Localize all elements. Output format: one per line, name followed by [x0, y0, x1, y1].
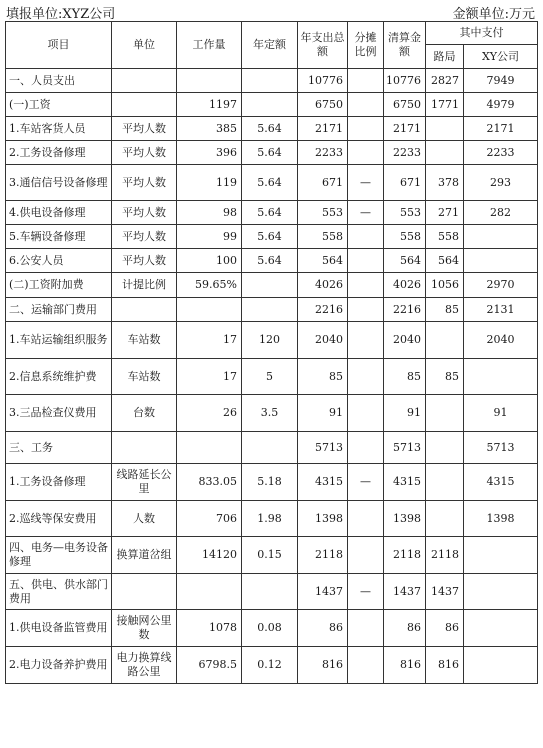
cell-ratio [348, 432, 384, 464]
cell-total: 2216 [298, 298, 348, 322]
cell-xy [464, 537, 538, 574]
cell-workload [177, 298, 242, 322]
col-of-which: 其中支付 [426, 22, 538, 45]
cell-settle: 86 [384, 610, 426, 647]
cell-xy: 2970 [464, 273, 538, 298]
cell-ratio [348, 273, 384, 298]
cell-bureau [426, 501, 464, 537]
table-row [6, 395, 538, 432]
cell-bureau: 2827 [426, 69, 464, 93]
cell-unit: 平均人数 [112, 141, 177, 165]
cell-workload: 14120 [177, 537, 242, 574]
cell-unit: 台数 [112, 395, 177, 432]
cell-unit [112, 432, 177, 464]
cell-item: 3.通信信号设备修理 [6, 165, 112, 201]
cell-unit: 平均人数 [112, 165, 177, 201]
cell-xy: 282 [464, 201, 538, 225]
table-row [6, 117, 538, 141]
cell-ratio [348, 225, 384, 249]
cell-bureau: 378 [426, 165, 464, 201]
table-row [6, 464, 538, 501]
cell-xy: 7949 [464, 69, 538, 93]
cell-total: 5713 [298, 432, 348, 464]
cell-total: 4026 [298, 273, 348, 298]
cell-xy [464, 647, 538, 684]
cell-xy: 293 [464, 165, 538, 201]
cell-settle: 10776 [384, 69, 426, 93]
cell-bureau [426, 464, 464, 501]
cell-quota: 5.64 [242, 249, 298, 273]
cell-quota [242, 574, 298, 610]
cell-ratio [348, 501, 384, 537]
cell-bureau: 2118 [426, 537, 464, 574]
cell-ratio [348, 610, 384, 647]
cell-quota: 5.64 [242, 117, 298, 141]
cell-item: 2.工务设备修理 [6, 141, 112, 165]
cell-workload: 385 [177, 117, 242, 141]
cell-unit [112, 298, 177, 322]
table-row [6, 322, 538, 359]
table-row [6, 273, 538, 298]
table-row [6, 359, 538, 395]
cell-workload: 1078 [177, 610, 242, 647]
cell-bureau: 558 [426, 225, 464, 249]
cell-quota: 5.64 [242, 201, 298, 225]
cell-total: 2118 [298, 537, 348, 574]
cell-bureau: 1437 [426, 574, 464, 610]
cell-settle: 4026 [384, 273, 426, 298]
expense-table [5, 21, 538, 684]
cell-settle: 6750 [384, 93, 426, 117]
cell-item: 一、人员支出 [6, 69, 112, 93]
cell-settle: 1437 [384, 574, 426, 610]
report-header [6, 3, 535, 22]
cell-settle: 816 [384, 647, 426, 684]
cell-unit [112, 574, 177, 610]
cell-item: 2.电力设备养护费用 [6, 647, 112, 684]
cell-item: (二)工资附加费 [6, 273, 112, 298]
cell-unit: 换算道岔组 [112, 537, 177, 574]
cell-settle: 558 [384, 225, 426, 249]
cell-total: 4315 [298, 464, 348, 501]
cell-item: 1.工务设备修理 [6, 464, 112, 501]
cell-quota: 5.64 [242, 165, 298, 201]
cell-bureau [426, 141, 464, 165]
cell-xy [464, 574, 538, 610]
cell-workload: 833.05 [177, 464, 242, 501]
cell-workload: 119 [177, 165, 242, 201]
cell-ratio [348, 141, 384, 165]
cell-ratio [348, 647, 384, 684]
cell-quota: 0.15 [242, 537, 298, 574]
cell-quota: 1.98 [242, 501, 298, 537]
cell-total: 91 [298, 395, 348, 432]
cell-xy: 2040 [464, 322, 538, 359]
cell-bureau: 1771 [426, 93, 464, 117]
cell-xy: 1398 [464, 501, 538, 537]
cell-bureau [426, 117, 464, 141]
cell-bureau: 816 [426, 647, 464, 684]
col-workload: 工作量 [177, 22, 242, 69]
cell-workload [177, 432, 242, 464]
cell-total: 85 [298, 359, 348, 395]
cell-ratio [348, 359, 384, 395]
cell-settle: 2216 [384, 298, 426, 322]
cell-settle: 564 [384, 249, 426, 273]
table-row [6, 93, 538, 117]
cell-item: 2.巡线等保安费用 [6, 501, 112, 537]
header-row [6, 22, 538, 45]
col-unit: 单位 [112, 22, 177, 69]
cell-settle: 1398 [384, 501, 426, 537]
cell-bureau: 564 [426, 249, 464, 273]
cell-item: 1.车站客货人员 [6, 117, 112, 141]
cell-ratio [348, 322, 384, 359]
cell-xy: 91 [464, 395, 538, 432]
cell-total: 2233 [298, 141, 348, 165]
cell-total: 564 [298, 249, 348, 273]
cell-settle: 5713 [384, 432, 426, 464]
cell-quota [242, 93, 298, 117]
cell-total: 553 [298, 201, 348, 225]
cell-settle: 671 [384, 165, 426, 201]
cell-item: 1.供电设备监管费用 [6, 610, 112, 647]
cell-quota: 0.08 [242, 610, 298, 647]
cell-total: 1437 [298, 574, 348, 610]
cell-unit: 平均人数 [112, 225, 177, 249]
cell-item: 1.车站运输组织服务 [6, 322, 112, 359]
table-row [6, 249, 538, 273]
cell-bureau: 85 [426, 298, 464, 322]
cell-bureau: 271 [426, 201, 464, 225]
cell-ratio [348, 395, 384, 432]
reporting-unit: 填报单位:XYZ公司 [6, 7, 116, 22]
table-row [6, 610, 538, 647]
cell-quota [242, 69, 298, 93]
table-row [6, 501, 538, 537]
cell-xy: 2131 [464, 298, 538, 322]
cell-unit: 车站数 [112, 322, 177, 359]
table-row [6, 69, 538, 93]
cell-settle: 91 [384, 395, 426, 432]
cell-total: 1398 [298, 501, 348, 537]
cell-item: 三、工务 [6, 432, 112, 464]
table-row [6, 225, 538, 249]
table-row [6, 647, 538, 684]
cell-ratio: — [348, 165, 384, 201]
cell-total: 2171 [298, 117, 348, 141]
cell-ratio [348, 537, 384, 574]
cell-workload: 17 [177, 359, 242, 395]
cell-workload [177, 574, 242, 610]
cell-item: 五、供电、供水部门费用 [6, 574, 112, 610]
cell-ratio: — [348, 574, 384, 610]
amount-unit: 金额单位:万元 [452, 7, 535, 22]
cell-workload [177, 69, 242, 93]
cell-unit: 车站数 [112, 359, 177, 395]
table-row [6, 298, 538, 322]
cell-quota: 5 [242, 359, 298, 395]
cell-xy [464, 610, 538, 647]
cell-xy: 4979 [464, 93, 538, 117]
cell-item: 3.三品检查仪费用 [6, 395, 112, 432]
cell-bureau [426, 432, 464, 464]
cell-xy [464, 249, 538, 273]
cell-item: 6.公安人员 [6, 249, 112, 273]
cell-total: 558 [298, 225, 348, 249]
cell-item: 二、运输部门费用 [6, 298, 112, 322]
col-item: 项目 [6, 22, 112, 69]
col-share-ratio: 分摊比例 [348, 22, 384, 69]
cell-workload: 706 [177, 501, 242, 537]
table-row [6, 165, 538, 201]
cell-unit: 平均人数 [112, 117, 177, 141]
cell-bureau: 85 [426, 359, 464, 395]
cell-unit [112, 69, 177, 93]
cell-workload: 99 [177, 225, 242, 249]
cell-unit: 计提比例 [112, 273, 177, 298]
cell-workload: 396 [177, 141, 242, 165]
cell-quota [242, 432, 298, 464]
cell-unit: 人数 [112, 501, 177, 537]
cell-total: 816 [298, 647, 348, 684]
cell-bureau [426, 395, 464, 432]
col-bureau: 路局 [426, 45, 464, 69]
cell-ratio [348, 249, 384, 273]
cell-total: 6750 [298, 93, 348, 117]
cell-item: 5.车辆设备修理 [6, 225, 112, 249]
cell-total: 671 [298, 165, 348, 201]
cell-settle: 2118 [384, 537, 426, 574]
cell-settle: 4315 [384, 464, 426, 501]
table-row [6, 574, 538, 610]
cell-bureau: 1056 [426, 273, 464, 298]
cell-settle: 2171 [384, 117, 426, 141]
cell-total: 2040 [298, 322, 348, 359]
cell-unit: 平均人数 [112, 249, 177, 273]
cell-workload: 26 [177, 395, 242, 432]
cell-quota [242, 298, 298, 322]
cell-bureau: 86 [426, 610, 464, 647]
cell-quota: 3.5 [242, 395, 298, 432]
cell-xy: 2171 [464, 117, 538, 141]
cell-settle: 2233 [384, 141, 426, 165]
table-row [6, 432, 538, 464]
cell-unit: 电力换算线路公里 [112, 647, 177, 684]
cell-quota: 5.64 [242, 225, 298, 249]
cell-ratio [348, 298, 384, 322]
cell-bureau [426, 322, 464, 359]
col-xy: XY公司 [464, 45, 538, 69]
col-annual-total: 年支出总额 [298, 22, 348, 69]
cell-ratio [348, 93, 384, 117]
cell-settle: 553 [384, 201, 426, 225]
col-quota: 年定额 [242, 22, 298, 69]
cell-xy: 5713 [464, 432, 538, 464]
cell-unit: 平均人数 [112, 201, 177, 225]
cell-ratio [348, 117, 384, 141]
cell-unit: 接触网公里数 [112, 610, 177, 647]
cell-xy [464, 225, 538, 249]
cell-settle: 85 [384, 359, 426, 395]
cell-quota: 0.12 [242, 647, 298, 684]
cell-ratio: — [348, 201, 384, 225]
table-row [6, 537, 538, 574]
cell-ratio: — [348, 464, 384, 501]
cell-xy [464, 359, 538, 395]
cell-item: (一)工资 [6, 93, 112, 117]
cell-workload: 6798.5 [177, 647, 242, 684]
cell-workload: 100 [177, 249, 242, 273]
cell-xy: 4315 [464, 464, 538, 501]
cell-ratio [348, 69, 384, 93]
col-settlement: 清算金额 [384, 22, 426, 69]
cell-workload: 17 [177, 322, 242, 359]
cell-xy: 2233 [464, 141, 538, 165]
cell-workload: 59.65% [177, 273, 242, 298]
cell-item: 2.信息系统维护费 [6, 359, 112, 395]
table-row [6, 141, 538, 165]
cell-quota [242, 273, 298, 298]
cell-quota: 5.64 [242, 141, 298, 165]
cell-quota: 5.18 [242, 464, 298, 501]
cell-workload: 98 [177, 201, 242, 225]
cell-total: 86 [298, 610, 348, 647]
cell-unit: 线路延长公里 [112, 464, 177, 501]
cell-settle: 2040 [384, 322, 426, 359]
cell-item: 4.供电设备修理 [6, 201, 112, 225]
cell-quota: 120 [242, 322, 298, 359]
cell-total: 10776 [298, 69, 348, 93]
cell-workload: 1197 [177, 93, 242, 117]
table-row [6, 201, 538, 225]
cell-unit [112, 93, 177, 117]
cell-item: 四、电务—电务设备修理 [6, 537, 112, 574]
